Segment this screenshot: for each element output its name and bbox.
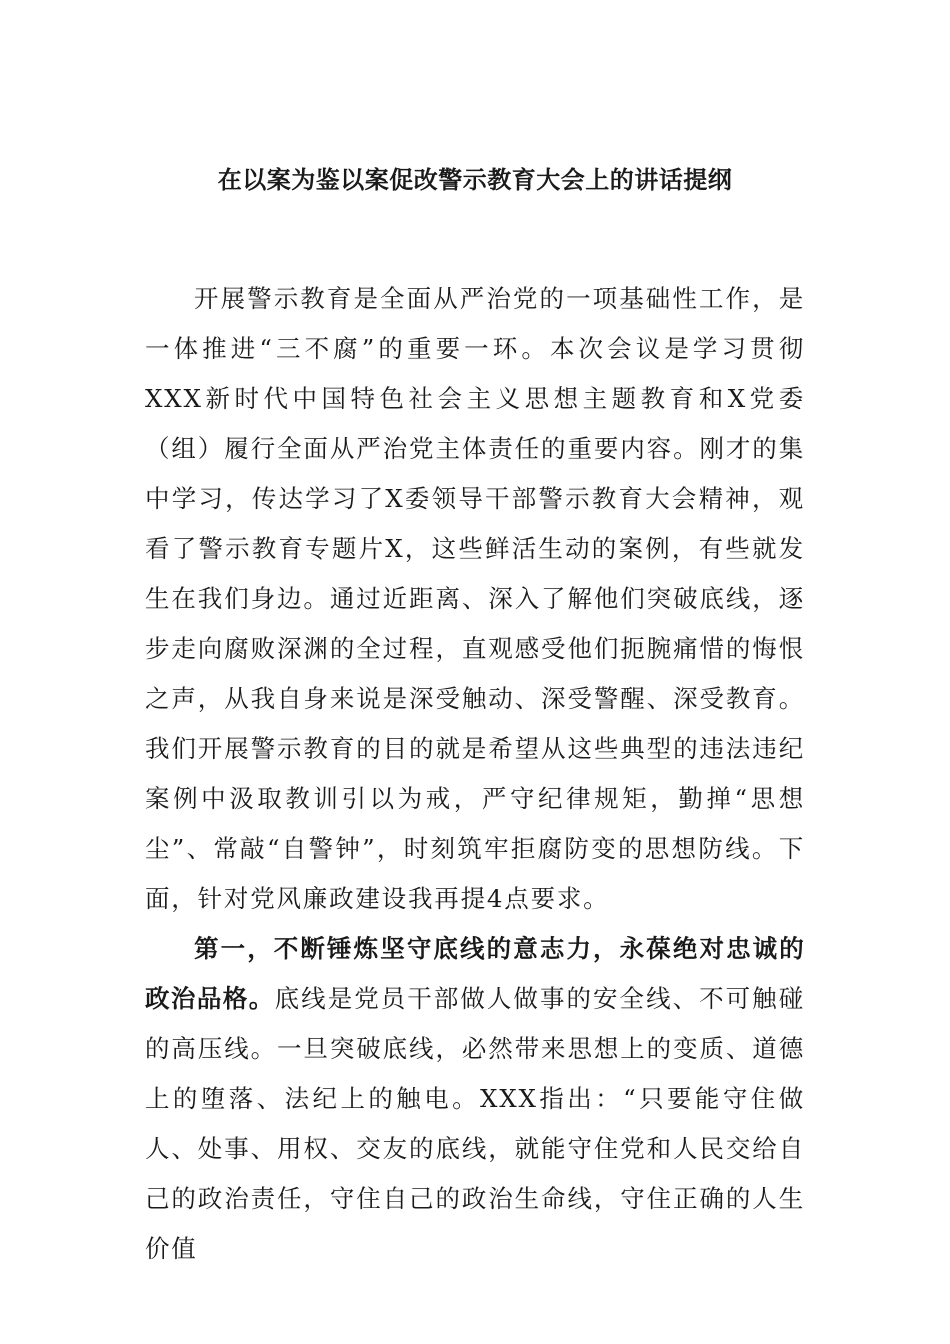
- document-title: 在以案为鉴以案促改警示教育大会上的讲话提纲: [217, 166, 733, 194]
- first-requirement-heading: 第一，不断锤炼坚守底线的意志力，永葆绝对忠诚的政治品格。: [145, 934, 805, 1013]
- first-requirement-body: 底线是党员干部做人做事的安全线、不可触碰的高压线。一旦突破底线，必然带来思想上的变质、道德上的堕落、法纪上的触电。XXX指出：“只要能守住做人、处事、用权、交友的底线，就能守住党和人民交给自己的政治责任，守住自己的政治生命线，守住正确的人生价值: [145, 984, 806, 1263]
- paragraph-intro: 开展警示教育是全面从严治党的一项基础性工作，是一体推进“三不腐”的重要一环。本次会议是学习贯彻XXX新时代中国特色社会主义思想主题教育和X党委（组）履行全面从严治党主体责任的重要内容。刚才的集中学习，传达学习了X委领导干部警示教育大会精神，观看了警示教育专题片X，这些鲜活生动的案例，有些就发生在我们身边。通过近距离、深入了解他们突破底线，逐步走向腐败深渊的全过程，直观感受他们扼腕痛惜的悔恨之声，从我自身来说是深受触动、深受警醒、深受教育。我们开展警示教育的目的就是希望从这些典型的违法违纪案例中汲取教训引以为戒，严守纪律规矩，勤掸“思想尘”、常敲“自警钟”，时刻筑牢拒腐防变的思想防线。下面，针对党风廉政建设我再提4点要求。: [145, 284, 805, 913]
- document-body: [145, 274, 805, 1274]
- paragraph-first-requirement: [145, 924, 805, 1274]
